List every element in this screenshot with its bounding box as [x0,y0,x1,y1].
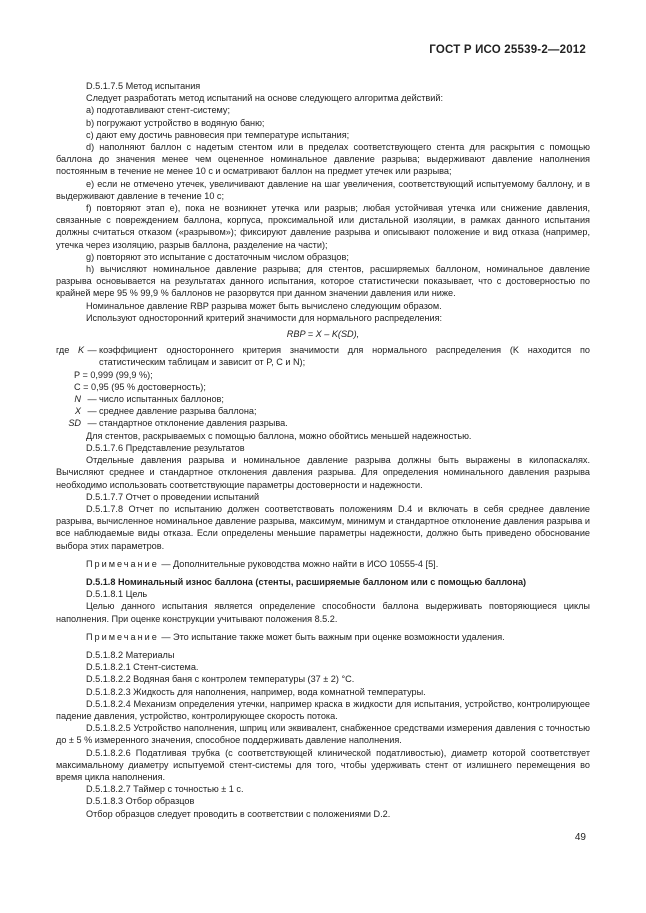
definition-item [56,344,590,368]
page-number: 49 [574,832,586,843]
section-heading: D.5.1.8.1 Цель [86,589,148,600]
list-item: g) повторяют это испытание с достаточным числом образцов; [86,251,349,262]
definition-item [56,393,590,405]
paragraph: D.5.1.8.2.2 Водяная баня с контролем температуры (37 ± 2) °С. [86,674,355,685]
note-label: Примечание [86,631,159,642]
list-item: h) вычисляют номинальное давление разрыва; для стентов, расширяемых баллоном, номинальное давление разрыва основывается на результатах данного испытания, которое статистически показывает, что с достоверностью по крайней мере 95 % 99,9 % баллонов не разорвутся при данном значении давления или ниже. [56,264,590,299]
list-item: d) наполняют баллон с надетым стентом или в пределах соответствующего стента для раскрытия с помощью баллона до значения менее чем оцененное номинальное давление разрыва; выдерживают давление наполнения постоянным в течение не менее 10 с и осматривают баллон на предмет утечек или разрыва; [56,142,590,177]
paragraph: Отдельные давления разрыва и номинальное давление разрыва должны быть выражены в килопаскалях. Вычисляют среднее и стандартное отклонения давления разрыва. Для определения номинального давления разрыва необходимо использовать соответствующие параметры достоверности и надежности. [56,455,590,490]
definition-item: C = 0,95 (95 % достоверность); [74,381,206,392]
formula: RBP = X – K(SD), [286,329,360,340]
paragraph: Номинальное давление RBP разрыва может быть вычислено следующим образом. [86,300,442,311]
note-label: Примечание [86,558,159,569]
paragraph: Для стентов, раскрываемых с помощью баллона, можно обойтись меньшей надежностью. [86,430,472,441]
section-heading: D.5.1.7.5 Метод испытания [86,81,201,91]
definition-dash: — [87,394,97,405]
definition-item: P = 0,999 (99,9 %); [74,369,153,380]
paragraph: D.5.1.8.2.5 Устройство наполнения, шприц или эквивалент, снабженное средствами измерения давления с точностью до ± 5 % измеренного значения, способное поддерживать давление наполнения. [56,723,590,746]
section-heading: D.5.1.8.2 Материалы [86,649,175,660]
paragraph: D.5.1.8.2.1 Стент-система. [86,662,199,673]
note-text: — Это испытание также может быть важным при оценке возможности удаления. [158,631,505,642]
section-heading: D.5.1.7.6 Представление результатов [86,442,245,453]
where-label: где [56,345,70,356]
paragraph: D.5.1.7.8 Отчет по испытанию должен соответствовать положениям D.4 и включать в себя среднее давление разрыва, вычисленное номинальное давление разрыва, максимум, минимум и стандартное отклонение давления разрыва и все наблюдаемые виды отказа. Если определены меньшие параметры надежности, должно быть приведено обоснование выбора этих параметров. [56,503,590,551]
paragraph: Отбор образцов следует проводить в соответствии с положениями D.2. [86,808,391,819]
definition-symbol: N [74,394,81,405]
definition-symbol: K [78,345,85,356]
definition-symbol: X [74,406,81,417]
paragraph: D.5.1.8.2.6 Податливая трубка (с соответствующей клинической податливостью), диаметр которой соответствует максимальному диаметру испытуемой стент-системы для того, чтобы удерживать стент от излишнего перемещения во время цикла наполнения. [56,747,590,782]
note [56,558,590,570]
note-text: — Дополнительные руководства можно найти в ИСО 10555-4 [5]. [158,558,439,569]
list-item: c) дают ему достичь равновесия при температуре испытания; [86,129,350,140]
definition-dash: — [87,418,97,429]
section-number: D.5.1.8 [86,576,116,587]
definition-dash: — [87,406,97,417]
definition-text: коэффициент одностороннего критерия значимости для нормального распределения (K находится по статистическим таблицам и зависит от P, C и N); [99,345,590,368]
paragraph: D.5.1.8.2.4 Механизм определения утечки, например краска в жидкости для испытания, устройство, контролирующее падение давления, устройство, контролирующее скорость потока. [56,698,590,721]
list-item: b) погружают устройство в водяную баню; [86,117,265,128]
page-body [56,80,590,820]
definition-dash: — [87,345,97,356]
section-heading [56,576,590,588]
paragraph: Используют односторонний критерий значимости для нормального распределения: [86,312,443,323]
document-header: ГОСТ Р ИСО 25539-2—2012 [429,44,586,56]
section-title: Номинальный износ баллона (стенты, расширяемые баллоном или с помощью баллона) [115,576,527,587]
definition-text: стандартное отклонение давления разрыва. [99,418,288,429]
definition-text: среднее давление разрыва баллона; [99,406,257,417]
list-item: a) подготавливают стент-систему; [86,105,230,116]
note [56,631,590,643]
paragraph: D.5.1.8.2.3 Жидкость для наполнения, например, вода комнатной температуры. [86,686,426,697]
paragraph: Следует разработать метод испытаний на основе следующего алгоритма действий: [86,93,444,104]
definition-item [56,417,590,429]
paragraph: Целью данного испытания является определение способности баллона выдерживать повторяющиеся циклы наполнения. При оценке конструкции учитывают положения 8.5.2. [56,601,590,624]
section-heading: D.5.1.8.3 Отбор образцов [86,796,195,807]
definition-item [56,405,590,417]
paragraph: D.5.1.8.2.7 Таймер с точностью ± 1 с. [86,784,244,795]
list-item: e) если не отмечено утечек, увеличивают давление на шаг увеличения, соответствующий испытуемому баллону, и в выдерживают давление в течение 10 с; [56,178,590,201]
list-item: f) повторяют этап e), пока не возникнет утечка или разрыв; любая устойчивая утечка или снижение давления, связанные с повреждением баллона, корпуса, проксимальной или дистальной изоляции, в рамках данного испытания должны считаться отказом («разрывом»); фиксируют давление разрыва и описывают положение и вид отказа (например, утечка через изоляцию, разрыв баллона, разделение на части); [56,203,590,250]
section-heading: D.5.1.7.7 Отчет о проведении испытаний [86,491,260,502]
definition-text: число испытанных баллонов; [99,394,224,405]
definition-symbol: SD [68,418,81,429]
